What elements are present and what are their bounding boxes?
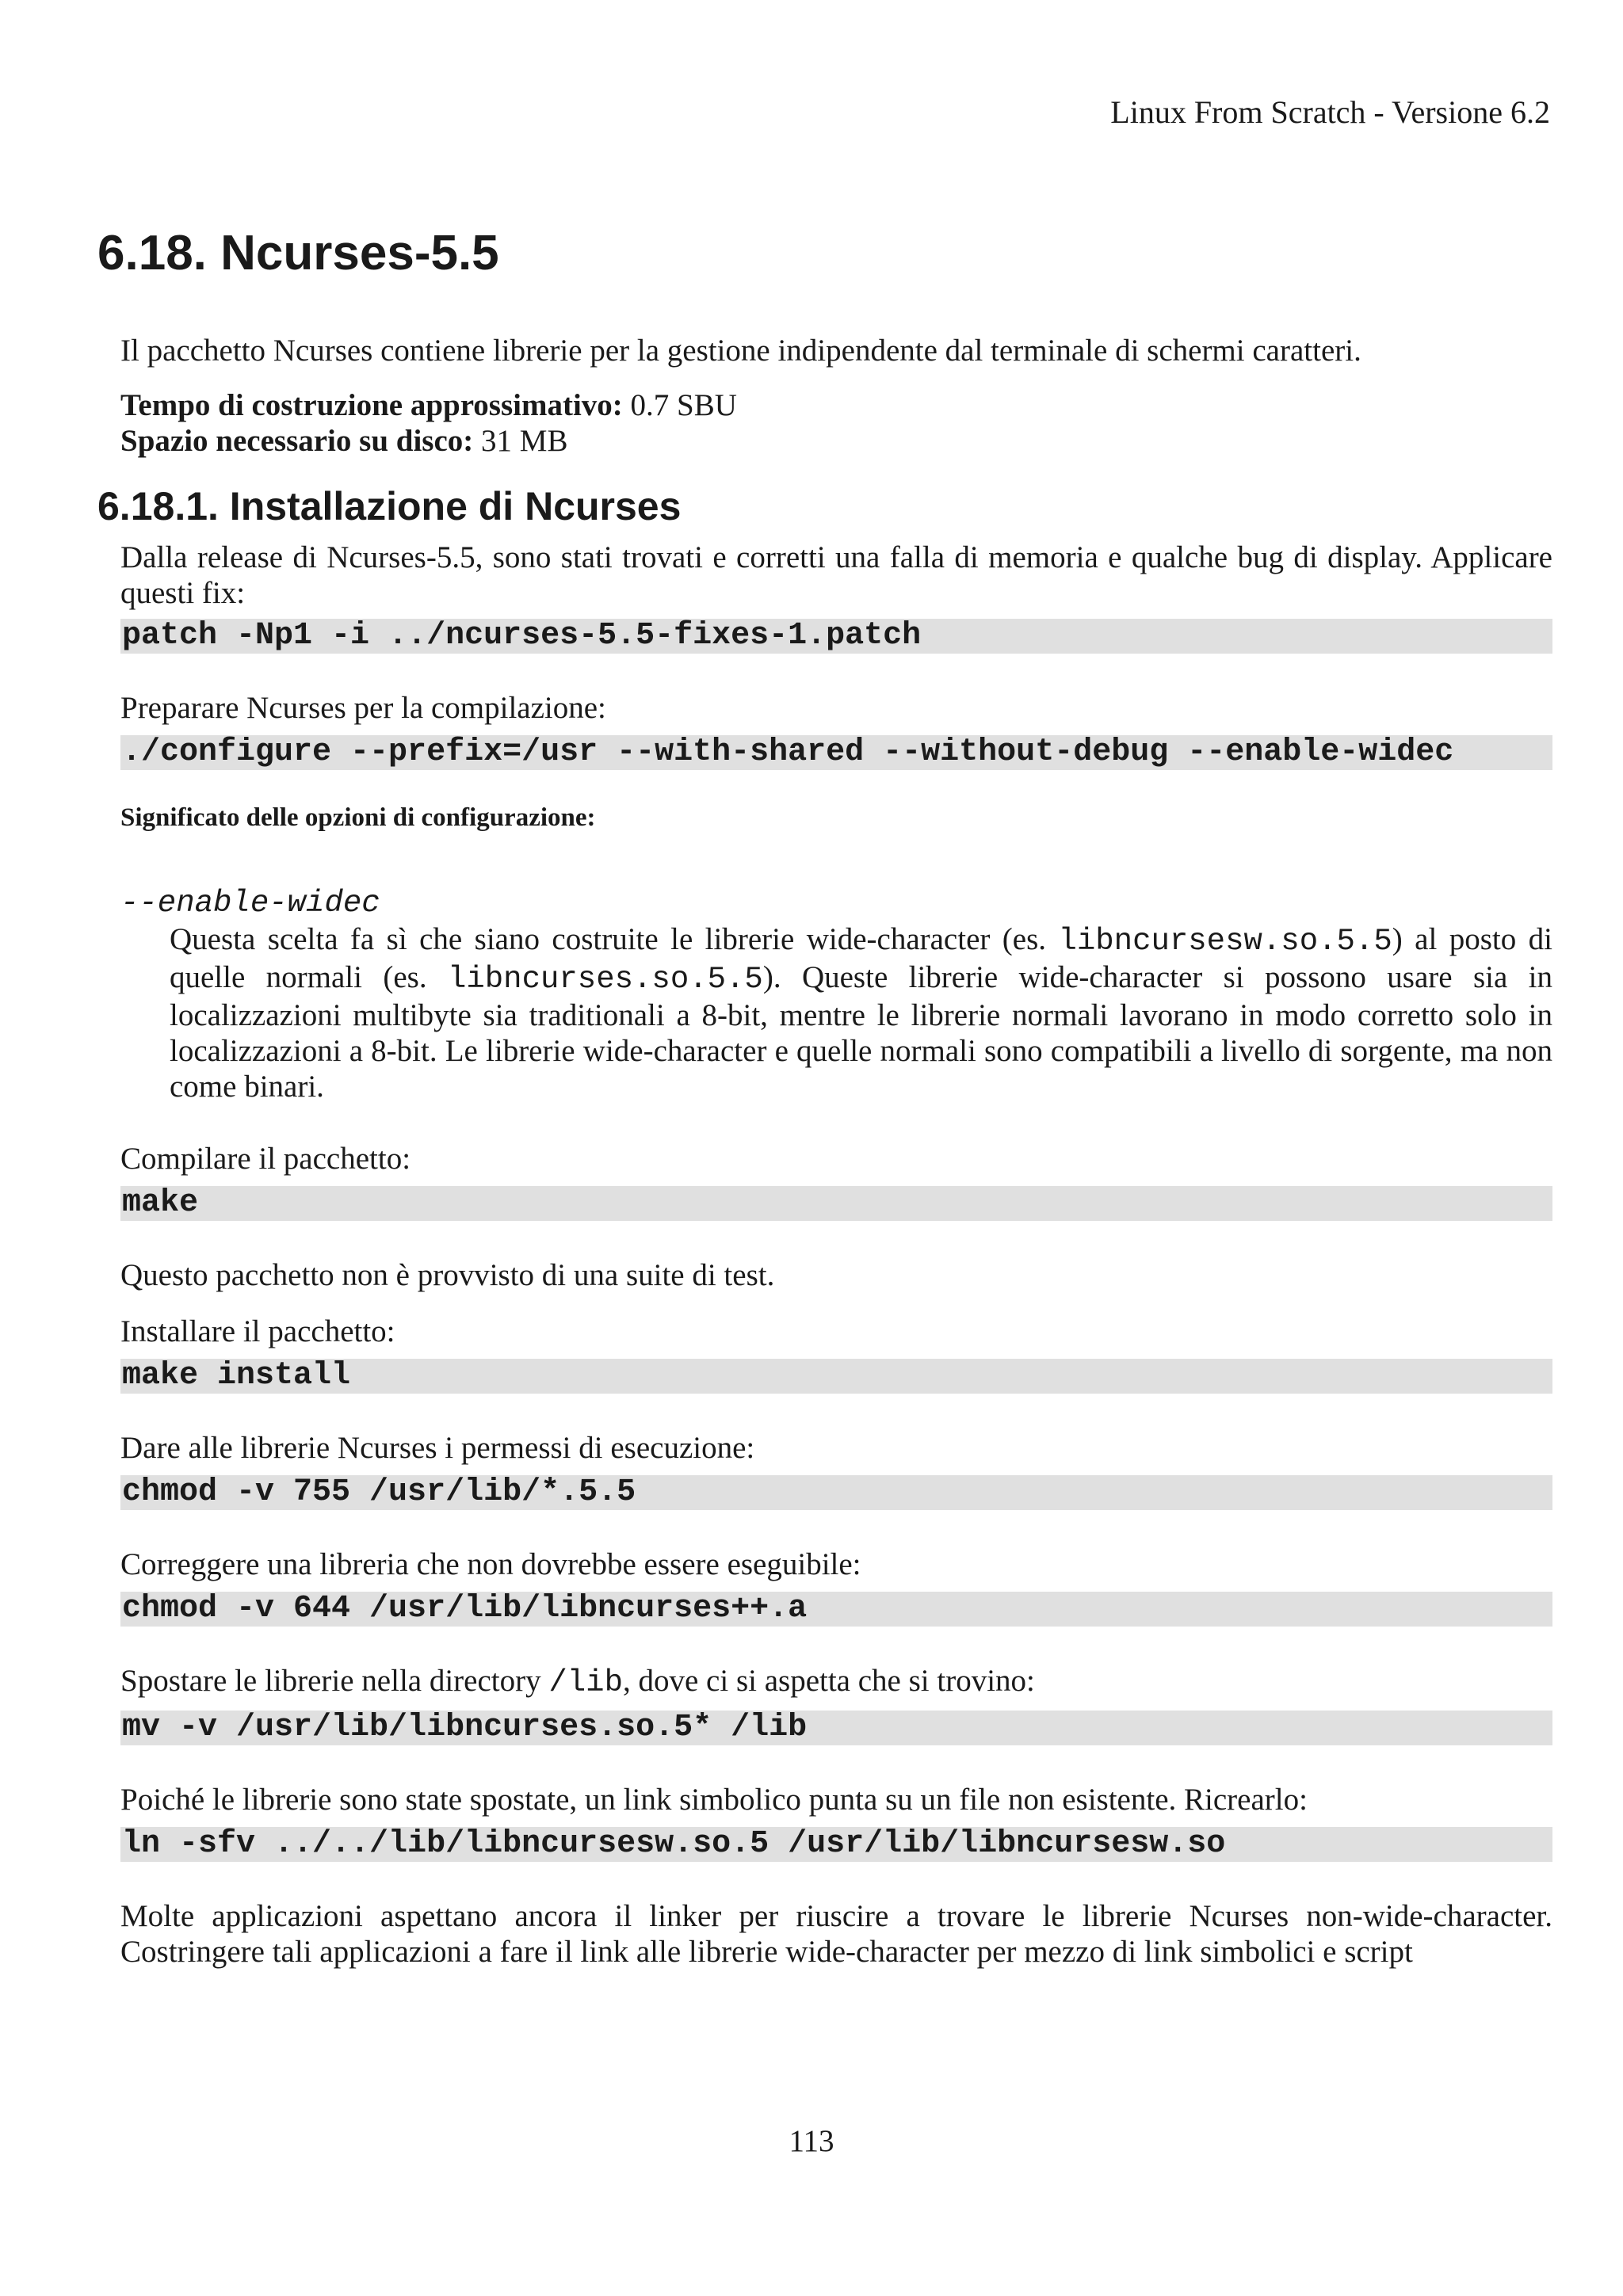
configure-command: ./configure --prefix=/usr --with-shared --without-debug --enable-widec <box>120 735 1552 770</box>
disk-space-label: Spazio necessario su disco: <box>120 424 474 458</box>
notest-paragraph: Questo pacchetto non è provvisto di una suite di test. <box>120 1258 775 1292</box>
link-paragraph: Poiché le librerie sono state spostate, un link simbolico punta su un file non esistente. Ricrearlo: <box>120 1783 1308 1817</box>
widechar-lib-name: libncursesw.so.5.5 <box>1058 924 1392 959</box>
make-install-command: make install <box>120 1359 1552 1394</box>
build-time-line <box>120 387 1552 423</box>
mv-command: mv -v /usr/lib/libncurses.so.5* /lib <box>120 1711 1552 1745</box>
option-term: --enable-widec <box>120 886 380 921</box>
page-number: 113 <box>789 2124 834 2158</box>
chmod-644-command: chmod -v 644 /usr/lib/libncurses++.a <box>120 1592 1552 1627</box>
normal-lib-name: libncurses.so.5.5 <box>447 962 763 997</box>
ln-command: ln -sfv ../../lib/libncursesw.so.5 /usr/lib/libncursesw.so <box>120 1827 1552 1862</box>
compile-paragraph: Compilare il pacchetto: <box>120 1142 411 1176</box>
options-heading: Significato delle opzioni di configurazione: <box>120 803 596 832</box>
install-paragraph: Installare il pacchetto: <box>120 1314 395 1348</box>
prepare-paragraph: Preparare Ncurses per la compilazione: <box>120 691 606 725</box>
option-description: Questa scelta fa sì che siano costruite le librerie wide-character (es. libncursesw.so.5.5) al posto di quelle normali (es. libncurses.so.5.5). Queste librerie wide-character si possono usare sia in localizzazioni multibyte sia traditionali a 8-bit, mentre le librerie normali lavorano in modo corretto solo in localizzazioni a 8-bit. Le librerie wide-character e quelle normali sono compatibili a livello di sorgente, ma non come binari. <box>170 922 1552 1104</box>
build-time-label: Tempo di costruzione approssimativo: <box>120 388 623 422</box>
move-paragraph: Spostare le librerie nella directory /lib, dove ci si aspetta che si trovino: <box>120 1664 1035 1700</box>
make-command: make <box>120 1186 1552 1221</box>
fix-paragraph: Dalla release di Ncurses-5.5, sono stati trovati e corretti una falla di memoria e qualche bug di display. Applicare questi fix: <box>120 540 1552 610</box>
main-content <box>97 333 1552 1970</box>
patch-command: patch -Np1 -i ../ncurses-5.5-fixes-1.patch <box>120 619 1552 654</box>
many-apps-paragraph: Molte applicazioni aspettano ancora il linker per riuscire a trovare le librerie Ncurses non-wide-character. Costringere tali applicazioni a fare il link alle librerie wide-character per mezzo di link simbolici e script <box>120 1899 1552 1969</box>
section-title: 6.18.1. Installazione di Ncurses <box>97 484 682 528</box>
exec-paragraph: Dare alle librerie Ncurses i permessi di esecuzione: <box>120 1431 755 1465</box>
disk-space-line <box>120 423 1552 459</box>
fixlib-paragraph: Correggere una libreria che non dovrebbe essere eseguibile: <box>120 1547 861 1581</box>
disk-space-value: 31 MB <box>481 424 568 458</box>
build-time-value: 0.7 SBU <box>630 388 737 422</box>
chmod-755-command: chmod -v 755 /usr/lib/*.5.5 <box>120 1475 1552 1510</box>
chapter-title: 6.18. Ncurses-5.5 <box>97 226 499 280</box>
intro-paragraph: Il pacchetto Ncurses contiene librerie per la gestione indipendente dal terminale di schermi caratteri. <box>120 334 1361 368</box>
running-header: Linux From Scratch - Versione 6.2 <box>1110 94 1550 130</box>
lib-directory: /lib <box>548 1665 623 1700</box>
